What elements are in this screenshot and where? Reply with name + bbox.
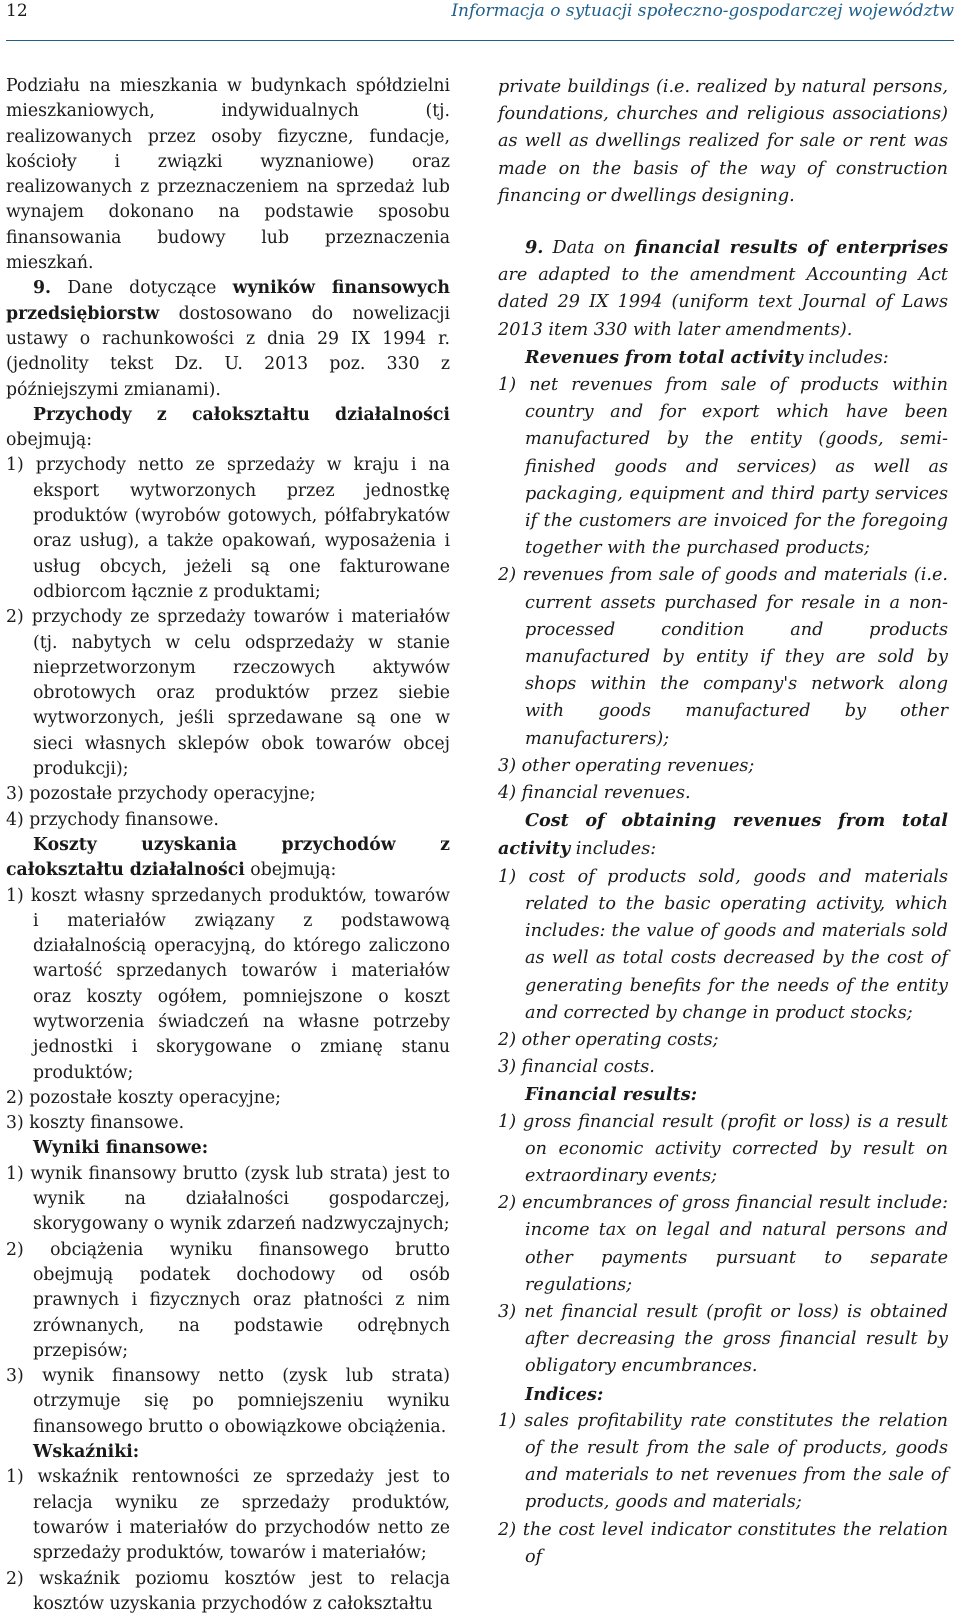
revenues-tail: obejmują:: [6, 430, 93, 451]
list-item: 2) encumbrances of gross financial result include: income tax on legal and natural persons and other payments pursuant to separate regulations;: [498, 1193, 948, 1295]
list-item: 1) koszt własny sprzedanych produktów, towarów i materiałów związany z podstawową działalnością operacyjną, do którego zaliczono wartość sprzedanych towarów i materiałów oraz koszty ogółem, pomniejszone o koszt wytworzenia świadczeń na własne potrzeby jednostki i skorygowane o zmianę stanu produktów;: [6, 885, 450, 1083]
list-item: 1) net revenues from sale of products within country and for export which have been manufactured by the entity (goods, semi-finished goods and services) as well as packaging, equipment and third party services if the customers are invoiced for the foregoing together with the purchased products;: [498, 375, 948, 559]
list-item: 2) pozostałe koszty operacyjne;: [6, 1087, 281, 1108]
section-text: are adapted to the amendment Accounting Act dated 29 IX 1994 (uniform text Journal of Laws 2013 item 330 with later amendments).: [498, 265, 948, 340]
list-item: 4) przychody finansowe.: [6, 809, 219, 830]
list-item: 2) the cost level indicator constitutes the relation of: [498, 1519, 948, 1567]
section-text: dostosowano do nowelizacji ustawy o rachunkowości z dnia 29 IX 1994 r. (jednolity tekst Dz. U. 2013 poz. 330 z późniejszymi zmianami).: [6, 303, 450, 400]
section-text: Dane dotyczące: [51, 278, 233, 299]
page-header: [0, 0, 960, 40]
list-item: 2) revenues from sale of goods and materials (i.e. current assets purchased for resale in a non-processed condition and products manufactured by entity if they are sold by shops within the company's network along with goods manufactured by other manufacturers);: [498, 565, 948, 749]
section-keyword: wyników finansowych przedsiębiorstw: [6, 278, 450, 324]
section-9-paragraph: [498, 234, 948, 344]
list-item: 1) wskaźnik rentowności ze sprzedaży jest to relacja wyniku ze sprzedaży produktów, towarów i materiałów do przychodów netto ze sprzedaży produktów, towarów i materiałów;: [6, 1467, 450, 1564]
revenues-term: Revenues from total activity: [525, 346, 803, 368]
revenues-heading: [6, 403, 450, 454]
indices-heading: Wskaźniki:: [33, 1442, 140, 1463]
costs-term: Koszty uzyskania przychodów z całokształtu działalności: [6, 834, 450, 881]
section-text: Data on: [543, 238, 635, 259]
list-item: 3) wynik finansowy netto (zysk lub strata) otrzymuje się po pomniejszeniu wyniku finansowego brutto o obowiązkowe obciążenia.: [6, 1366, 450, 1437]
intro-paragraph: Podziału na mieszkania w budynkach spółdzielni mieszkaniowych, indywidualnych (tj. realizowanych przez osoby fizyczne, fundacje, kościoły i związki wyznaniowe) oraz realizowanych z przeznaczeniem na sprzedaż lub wynajem dokonano na podstawie sposobu finansowania budowy lub przeznaczenia mieszkań.: [6, 76, 450, 274]
list-item: 1) wynik finansowy brutto (zysk lub strata) jest to wynik na działalności gospodarczej, skorygowany o wynik zdarzeń nadzwyczajnych;: [6, 1163, 450, 1235]
list-item: 2) obciążenia wyniku finansowego brutto obejmują podatek dochodowy od osób prawnych i fizycznych oraz płatności z nim zrównanych, na podstawie odrębnych przepisów;: [6, 1239, 450, 1361]
costs-heading: [498, 807, 948, 863]
list-item: 4) financial revenues.: [498, 783, 691, 804]
list-item: 2) other operating costs;: [498, 1029, 719, 1050]
costs-term: Cost of obtaining revenues from total activity: [498, 810, 948, 860]
page-number: 12: [6, 1, 28, 21]
section-9-paragraph: [6, 276, 450, 402]
paragraph-gap: [498, 210, 948, 234]
list-item: 2) wskaźnik poziomu kosztów jest to relacja kosztów uzyskania przychodów z całokształtu: [6, 1568, 450, 1614]
list-item: 3) financial costs.: [498, 1057, 655, 1078]
intro-paragraph: private buildings (i.e. realized by natural persons, foundations, churches and religious associations) as well as dwellings realized for sale or rent was made on the basis of the way of construction financing or dwellings designing.: [498, 77, 948, 206]
costs-heading: [6, 833, 450, 884]
results-heading: Financial results:: [525, 1084, 698, 1106]
revenues-heading: [498, 344, 948, 372]
list-item: 1) przychody netto ze sprzedaży w kraju i na eksport wytworzonych przez jednostkę produktów (wyrobów gotowych, półfabrykatów oraz usług), a także opakowań, wyposażenia i usług obcych, jeżeli są one fakturowane odbiorcom łącznie z produktami;: [6, 455, 450, 602]
results-heading: Wyniki finansowe:: [33, 1138, 209, 1159]
costs-tail: obejmują:: [244, 860, 337, 881]
section-number: 9.: [525, 237, 544, 259]
section-keyword: financial results of enterprises: [634, 237, 948, 259]
list-item: 1) gross financial result (profit or loss) is a result on economic activity corrected by result on extraordinary events;: [498, 1111, 948, 1186]
revenues-term: Przychody z całokształtu działalności: [33, 404, 450, 425]
revenues-tail: includes:: [802, 347, 889, 368]
list-item: 1) cost of products sold, goods and materials related to the basic operating activity, which includes: the value of goods and materials sold as well as total costs decreased by the cost of generating benefits for the needs of the entity and corrected by change in product stocks;: [498, 866, 948, 1023]
list-item: 3) koszty finansowe.: [6, 1113, 185, 1134]
running-title: Informacja o sytuacji społeczno-gospodarczej województw: [451, 1, 954, 21]
list-item: 3) pozostałe przychody operacyjne;: [6, 784, 316, 805]
list-item: 3) net financial result (profit or loss) is obtained after decreasing the gross financial result by obligatory encumbrances.: [498, 1301, 948, 1377]
list-item: 1) sales profitability rate constitutes the relation of the result from the sale of products, goods and materials to net revenues from the sale of products, goods and materials;: [498, 1410, 948, 1513]
indices-heading: Indices:: [525, 1383, 604, 1405]
english-column: [498, 74, 948, 1571]
polish-column: [6, 74, 450, 1617]
costs-tail: includes:: [570, 839, 657, 860]
section-number: 9.: [33, 278, 52, 299]
header-rule: [6, 40, 954, 41]
list-item: 2) przychody ze sprzedaży towarów i materiałów (tj. nabytych w celu odsprzedaży w stanie nieprzetworzonym rzeczowych aktywów obrotowych oraz produktów przez siebie wytworzonych, jeśli sprzedawane są one w sieci własnych sklepów obok towarów obcej produkcji);: [6, 607, 450, 780]
list-item: 3) other operating revenues;: [498, 755, 755, 776]
